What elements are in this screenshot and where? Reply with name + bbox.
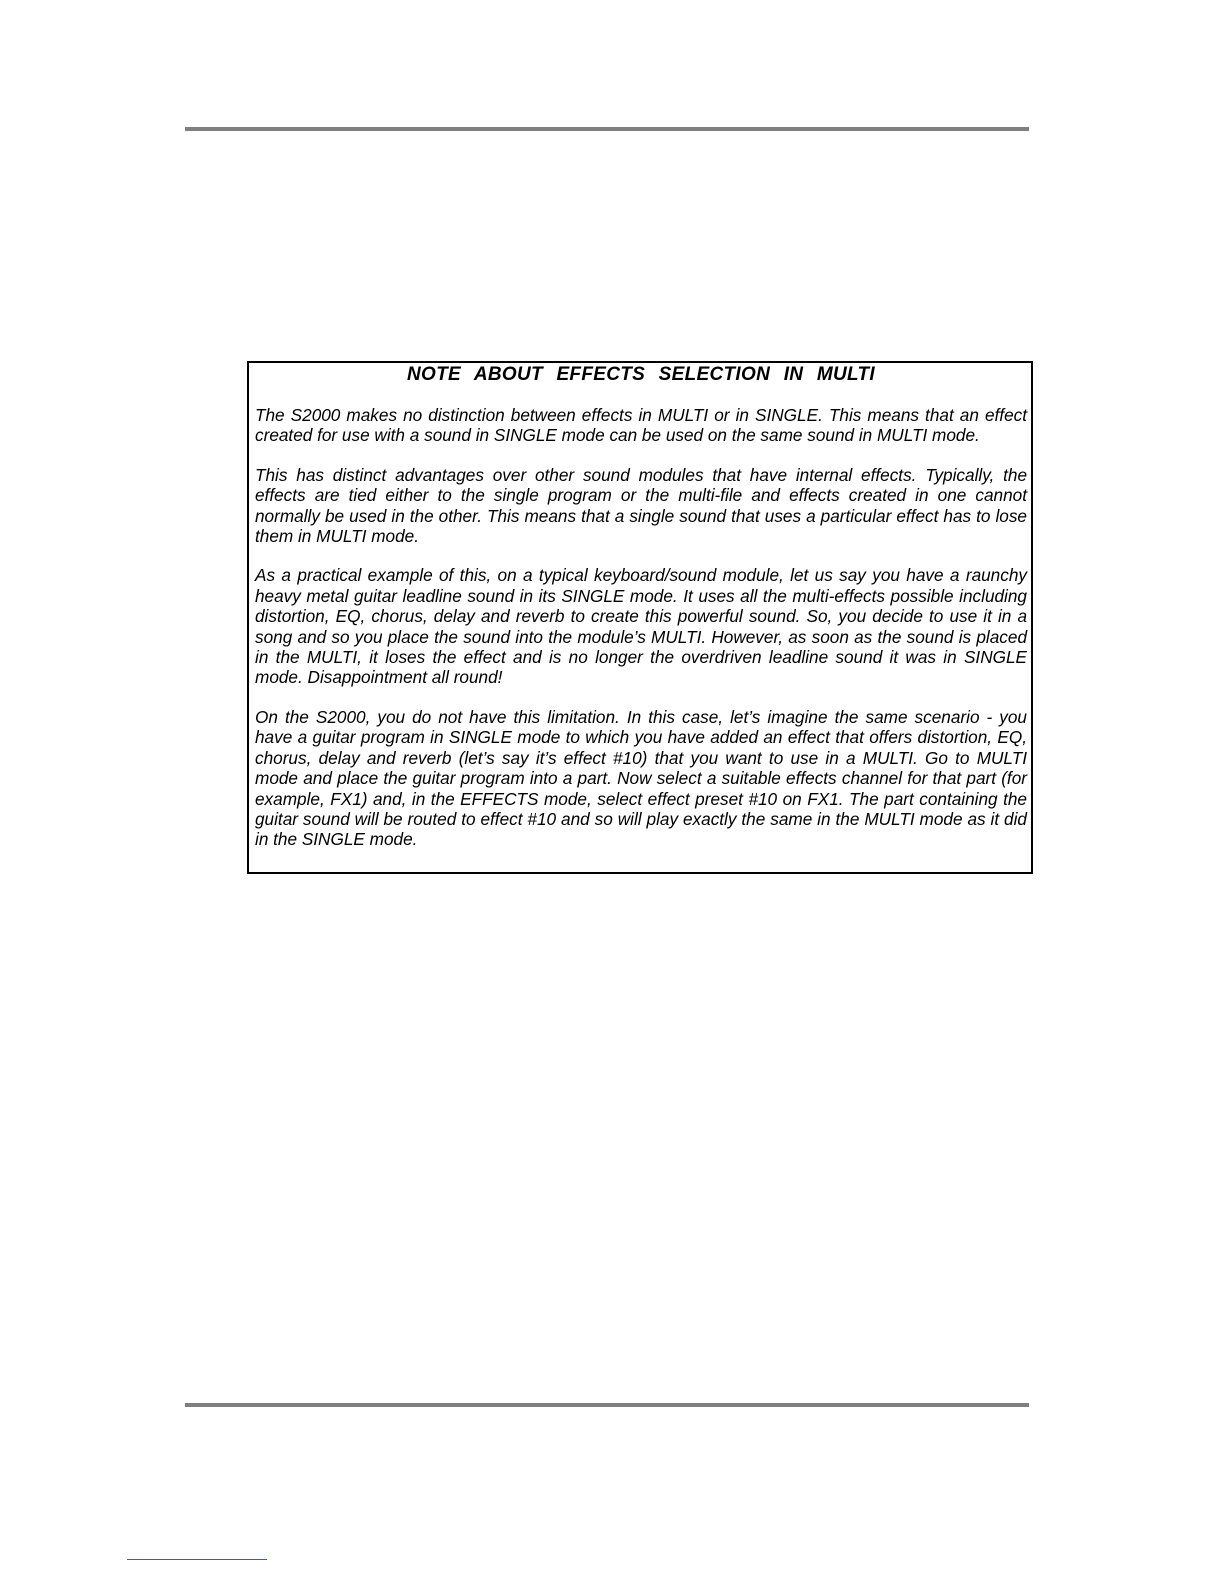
note-paragraph-1: The S2000 makes no distinction between effects in MULTI or in SINGLE. This means that an effect created for use with a sound in SINGLE mode can be used on the same sound in MULTI mode. <box>255 405 1027 446</box>
note-title: NOTE ABOUT EFFECTS SELECTION IN MULTI <box>406 364 876 385</box>
note-paragraph-2: This has distinct advantages over other sound modules that have internal effects. Typically, the effects are tied either to the single program or the multi-file and effects created in one cannot normally be used in the other. This means that a single sound that uses a particular effect has to lose them in MULTI mode. <box>255 464 1027 547</box>
footnote-separator <box>127 1559 267 1560</box>
note-box <box>247 361 1033 874</box>
note-paragraph-4: On the S2000, you do not have this limitation. In this case, let’s imagine the same scenario - you have a guitar program in SINGLE mode to which you have added an effect that offers distortion, EQ, chorus, delay and reverb (let’s say it’s effect #10) that you want to use in a MULTI. Go to MULTI mode and place the guitar program into a part. Now select a suitable effects channel for that part (for example, FX1) and, in the EFFECTS mode, select effect preset #10 on FX1. The part containing the guitar sound will be routed to effect #10 and so will play exactly the same in the MULTI mode as it did in the SINGLE mode. <box>255 706 1027 850</box>
footer-rule <box>185 1403 1029 1407</box>
header-rule <box>185 127 1029 131</box>
note-paragraph-3: As a practical example of this, on a typical keyboard/sound module, let us say you have a raunchy heavy metal guitar leadline sound in its SINGLE mode. It uses all the multi-effects possible including distortion, EQ, chorus, delay and reverb to create this powerful sound. So, you decide to use it in a song and so you place the sound into the module’s MULTI. However, as soon as the sound is placed in the MULTI, it loses the effect and is no longer the overdriven leadline sound it was in SINGLE mode. Disappointment all round! <box>255 565 1027 688</box>
